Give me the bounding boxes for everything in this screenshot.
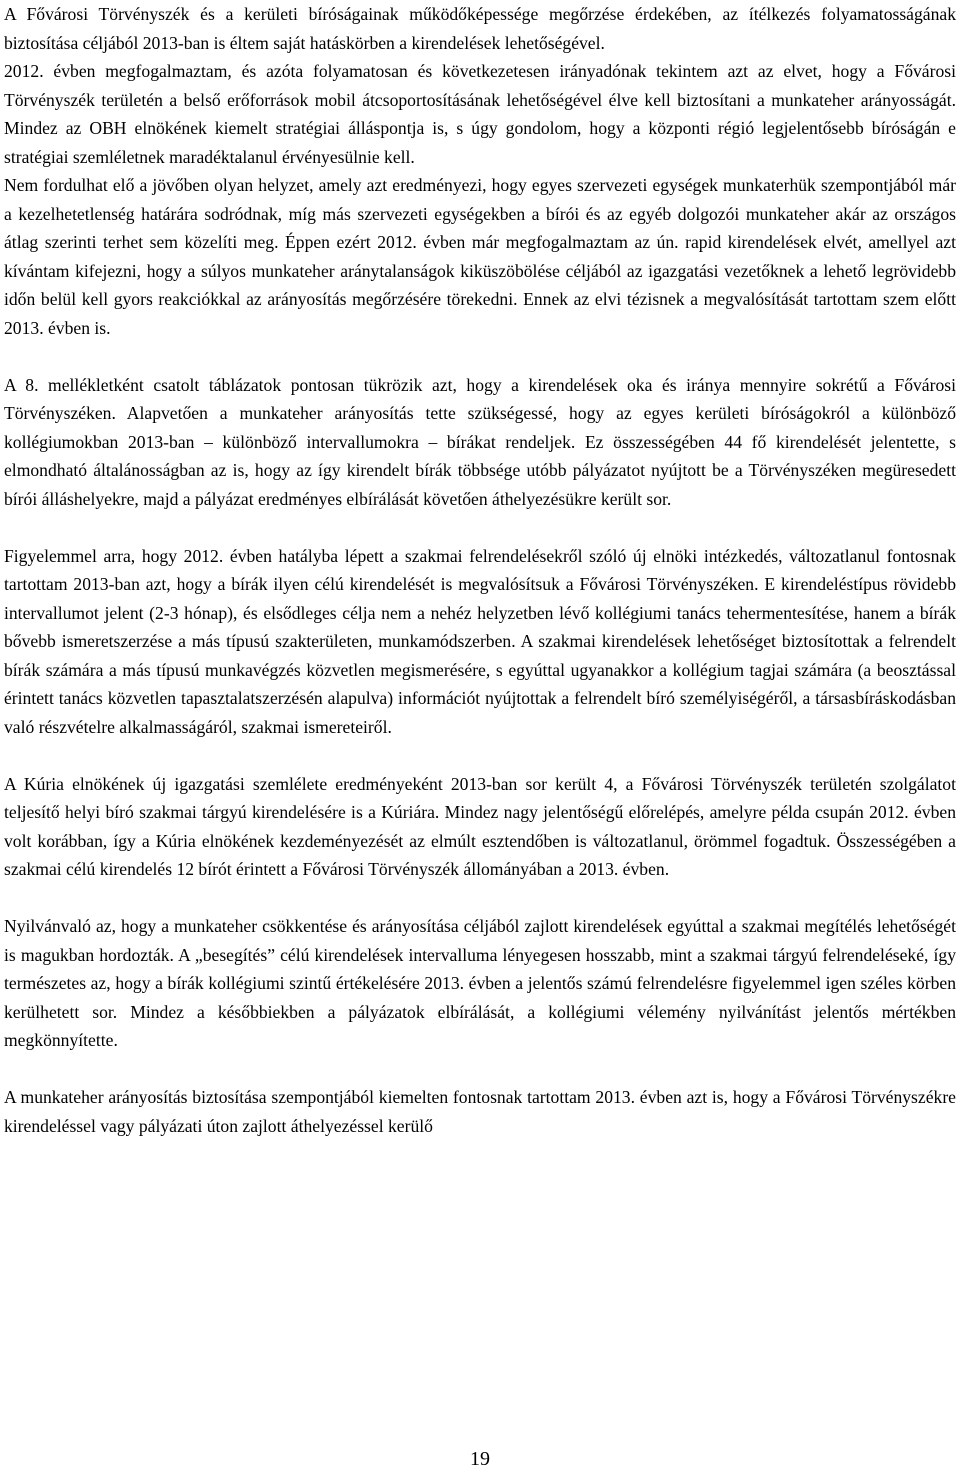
- paragraph-1: A Fővárosi Törvényszék és a kerületi bíróságainak működőképessége megőrzése érdekében, az ítélkezés folyamatosságának biztosítása céljából 2013-ban is éltem saját hatáskörben a kirendelések lehetőségével.: [4, 4, 956, 53]
- paragraph-4: A 8. mellékletként csatolt táblázatok pontosan tükrözik azt, hogy a kirendelések oka és iránya mennyire sokrétű a Fővárosi Törvényszéken. Alapvetően a munkateher arányosítás tette szükségessé, hogy az egyes kerületi bíróságokról a különböző kollégiumokban 2013-ban – különböző intervallumokra – bírákat rendeljek. Ez összességében 44 fő kirendelését jelentette, s elmondható általánosságban az is, hogy az így kirendelt bírák többsége utóbb pályázatot nyújtott be a Törvényszéken megüresedett bírói álláshelyekre, majd a pályázat eredményes elbírálását követően áthelyezésükre került sor.: [4, 374, 956, 509]
- page-number: 19: [470, 1448, 490, 1470]
- paragraph-spacer: [4, 1055, 956, 1084]
- paragraph-3: Nem fordulhat elő a jövőben olyan helyzet, amely azt eredményezi, hogy egyes szervezeti egységek munkaterhük szempontjából már a kezelhetetlenség határára sodródnak, míg más szervezeti egységekben a bírói és az egyéb dolgozói munkateher akár az országos átlag szerinti terhet sem közelíti meg. Éppen ezért 2012. évben már megfogalmaztam az ún. rapid kirendelések elvét, amellyel azt kívántam kifejezni, hogy a súlyos munkateher aránytalanságok kiküszöbölése céljából az igazgatási vezetőknek a lehető legrövidebb időn belül kell gyors reakciókkal az arányosítás megőrzésére törekedni. Ennek az elvi tézisnek a megvalósítását tartottam szem előtt 2013. évben is.: [4, 175, 956, 338]
- paragraph-spacer: [4, 342, 956, 371]
- paragraph-spacer: [4, 741, 956, 770]
- paragraph-6: A Kúria elnökének új igazgatási szemlélete eredményeként 2013-ban sor került 4, a Fővárosi Törvényszék területén szolgálatot teljesítő helyi bíró szakmai tárgyú kirendelésére is a Kúriára. Mindez nagy jelentőségű előrelépés, amelyre példa csupán 2012. évben volt korábban, így a Kúria elnökének kezdeményezését az elmúlt esztendőben is változatlanul, örömmel fogadtuk. Összességében a szakmai célú kirendelés 12 bírót érintett a Fővárosi Törvényszék állományában a 2013. évben.: [4, 773, 956, 879]
- paragraph-8: A munkateher arányosítás biztosítása szempontjából kiemelten fontosnak tartottam 2013. évben azt is, hogy a Fővárosi Törvényszékre kirendeléssel vagy pályázati úton zajlott áthelyezéssel kerülő: [4, 1087, 956, 1136]
- paragraph-2: 2012. évben megfogalmaztam, és azóta folyamatosan és következetesen irányadónak tekintem azt az elvet, hogy a Fővárosi Törvényszék területén a belső erőforrások mobil átcsoportosításának lehetőségével élve kell biztosítani a munkateher arányosságát. Mindez az OBH elnökének kiemelt stratégiai álláspontja is, s úgy gondolom, hogy a központi régió legjelentősebb bíróságán e stratégiai szemléletnek maradéktalanul érvényesülnie kell.: [4, 61, 956, 167]
- paragraph-spacer: [4, 513, 956, 542]
- paragraph-5: Figyelemmel arra, hogy 2012. évben hatályba lépett a szakmai felrendelésekről szóló új elnöki intézkedés, változatlanul fontosnak tartottam 2013-ban azt, hogy a bírák ilyen célú kirendelését is megvalósítsuk a Fővárosi Törvényszéken. E kirendeléstípus rövidebb intervallumot jelent (2-3 hónap), és elsődleges célja nem a nehéz helyzetben lévő kollégiumi tanács tehermentesítése, hanem a bírák bővebb ismeretszerzése a más típusú szakterületen, munkamódszerben. A szakmai kirendelések lehetőséget biztosítottak a felrendelt bírák számára a más típusú munkavégzés közvetlen megismerésére, s egyúttal ugyanakkor a kollégium tagjai számára (a beosztással érintett tanács közvetlen tapasztalatszerzésén alapulva) információt nyújtottak a felrendelt bíró személyiségéről, a társasbíráskodásban való részvételre alkalmasságáról, szakmai ismereteiről.: [4, 545, 956, 737]
- document-page: [4, 0, 956, 1140]
- paragraph-7: Nyilvánvaló az, hogy a munkateher csökkentése és arányosítása céljából zajlott kirendelések egyúttal a szakmai megítélés lehetőségét is magukban hordozták. A „besegítés” célú kirendelések intervalluma lényegesen hosszabb, mint a szakmai tárgyú felrendeléseké, így természetes az, hogy a bírák kollégiumi szintű értékelésére 2013. évben a jelentős számú felrendelésre figyelemmel igen széles körben kerülhetett sor. Mindez a későbbiekben a pályázatok elbírálását, a kollégiumi vélemény nyilvánítást jelentős mértékben megkönnyítette.: [4, 916, 956, 1050]
- paragraph-spacer: [4, 884, 956, 913]
